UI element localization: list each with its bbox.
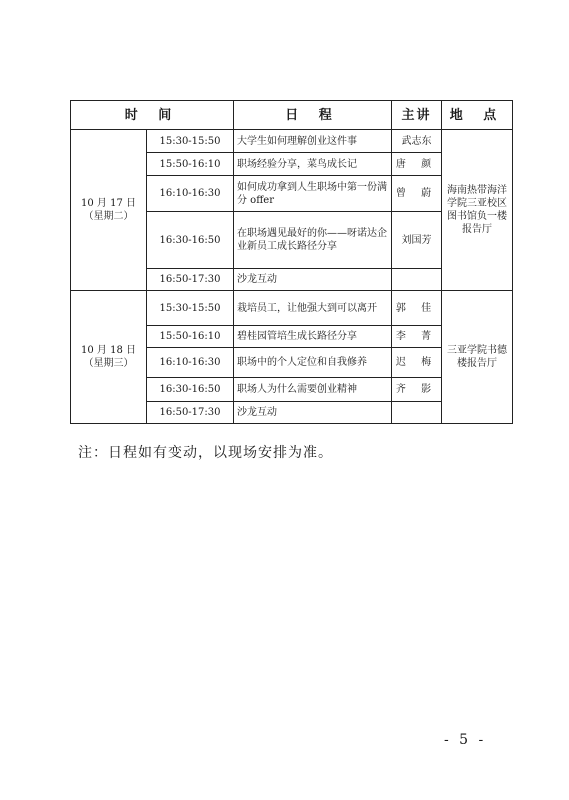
session-time: 16:30-16:50 bbox=[147, 378, 234, 402]
session-speaker: 李 菁 bbox=[392, 326, 442, 348]
session-topic: 沙龙互动 bbox=[234, 269, 392, 291]
header-venue: 地 点 bbox=[442, 101, 513, 130]
session-topic: 沙龙互动 bbox=[234, 402, 392, 424]
day1-date-cell bbox=[71, 130, 147, 291]
day2-date: 10 月 18 日 bbox=[81, 345, 136, 356]
session-time: 15:50-16:10 bbox=[147, 326, 234, 348]
day1-date: 10 月 17 日 bbox=[81, 198, 136, 209]
session-time: 15:30-15:50 bbox=[147, 291, 234, 326]
session-topic: 大学生如何理解创业这件事 bbox=[234, 130, 392, 153]
session-topic: 职场人为什么需要创业精神 bbox=[234, 378, 392, 402]
session-topic: 在职场遇见最好的你——呀诺达企业新员工成长路径分享 bbox=[234, 212, 392, 269]
session-topic: 如何成功拿到人生职场中第一份满分 offer bbox=[234, 176, 392, 212]
day1-weekday: （星期二） bbox=[83, 211, 134, 222]
session-speaker: 齐 影 bbox=[392, 378, 442, 402]
session-topic: 碧桂园管培生成长路径分享 bbox=[234, 326, 392, 348]
session-time: 16:10-16:30 bbox=[147, 348, 234, 378]
day2-venue: 三亚学院书德楼报告厅 bbox=[442, 291, 513, 424]
session-time: 16:10-16:30 bbox=[147, 176, 234, 212]
session-speaker: 迟 梅 bbox=[392, 348, 442, 378]
session-time: 15:50-16:10 bbox=[147, 153, 234, 176]
session-time: 16:50-17:30 bbox=[147, 402, 234, 424]
session-topic: 职场经验分享，菜鸟成长记 bbox=[234, 153, 392, 176]
session-speaker: 郭 佳 bbox=[392, 291, 442, 326]
page-number: - 5 - bbox=[444, 732, 487, 748]
session-speaker: 武志东 bbox=[392, 130, 442, 153]
session-speaker bbox=[392, 269, 442, 291]
session-topic: 栽培员工，让他强大到可以离开 bbox=[234, 291, 392, 326]
schedule-table bbox=[70, 100, 513, 424]
session-time: 16:50-17:30 bbox=[147, 269, 234, 291]
header-schedule: 日 程 bbox=[234, 101, 392, 130]
table-row bbox=[71, 130, 513, 153]
day2-weekday: （星期三） bbox=[83, 358, 134, 369]
header-speaker: 主讲 bbox=[392, 101, 442, 130]
session-time: 16:30-16:50 bbox=[147, 212, 234, 269]
session-speaker bbox=[392, 402, 442, 424]
day1-venue: 海南热带海洋学院三亚校区图书馆负一楼报告厅 bbox=[442, 130, 513, 291]
session-speaker: 唐 颜 bbox=[392, 153, 442, 176]
header-time: 时 间 bbox=[71, 101, 234, 130]
schedule-note: 注：日程如有变动，以现场安排为准。 bbox=[78, 445, 333, 461]
session-time: 15:30-15:50 bbox=[147, 130, 234, 153]
table-header-row bbox=[71, 101, 513, 130]
table-row bbox=[71, 291, 513, 326]
session-speaker: 曾 蔚 bbox=[392, 176, 442, 212]
session-topic: 职场中的个人定位和自我修养 bbox=[234, 348, 392, 378]
day2-date-cell bbox=[71, 291, 147, 424]
session-speaker: 刘国芳 bbox=[392, 212, 442, 269]
